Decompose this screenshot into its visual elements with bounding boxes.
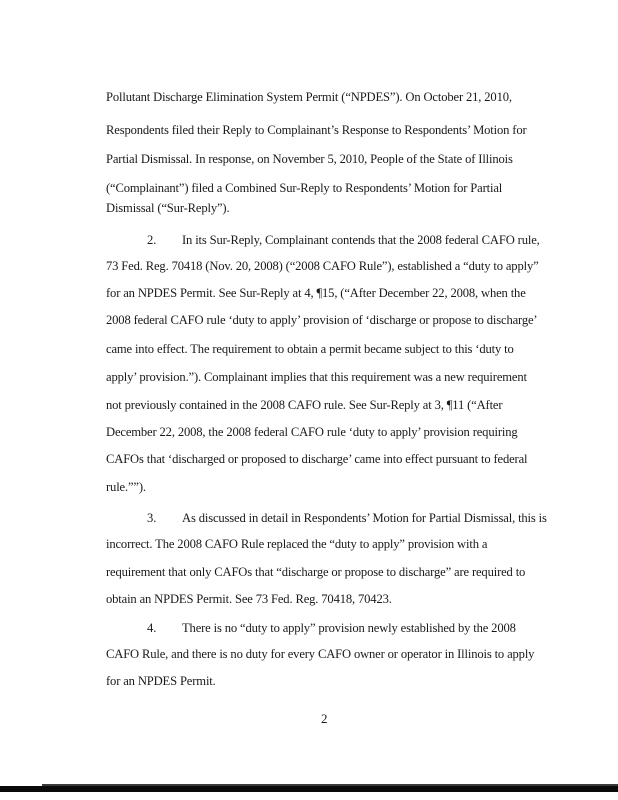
text-line: requirement that only CAFOs that “discharge or propose to discharge” are required to [106,565,526,579]
text-line: for an NPDES Permit. [106,674,216,688]
text-line: incorrect. The 2008 CAFO Rule replaced the “duty to apply” provision with a [106,537,488,551]
paragraph-number: 3. [147,511,157,525]
text-line: (“Complainant”) filed a Combined Sur-Reply to Respondents’ Motion for Partial [106,181,503,195]
text-line: Dismissal (“Sur-Reply”). [106,201,230,215]
text-line: apply’ provision.”). Complainant implies that this requirement was a new requirement [106,370,527,384]
text-line: December 22, 2008, the 2008 federal CAFO rule ‘duty to apply’ provision requiring [106,425,518,439]
paragraph-number: 2. [147,233,157,247]
text-line: rule.””). [106,480,146,494]
text-line: not previously contained in the 2008 CAFO rule. See Sur-Reply at 3, ¶11 (“After [106,398,503,412]
scan-edge-bar [0,786,618,792]
text-line: 73 Fed. Reg. 70418 (Nov. 20, 2008) (“2008 CAFO Rule”), established a “duty to apply” [106,259,539,273]
paragraph-first-line: In its Sur-Reply, Complainant contends that the 2008 federal CAFO rule, [182,233,540,247]
text-line: came into effect. The requirement to obtain a permit became subject to this ‘duty to [106,342,514,356]
text-line: CAFO Rule, and there is no duty for every CAFO owner or operator in Illinois to apply [106,647,535,661]
text-line: Respondents filed their Reply to Complainant’s Response to Respondents’ Motion for [106,123,527,137]
paragraph-first-line: As discussed in detail in Respondents’ Motion for Partial Dismissal, this is [182,511,547,525]
text-line: CAFOs that ‘discharged or proposed to discharge’ came into effect pursuant to federal [106,452,528,466]
paragraph-first-line: There is no “duty to apply” provision newly established by the 2008 [182,621,516,635]
text-line: Partial Dismissal. In response, on November 5, 2010, People of the State of Illinois [106,152,513,166]
text-line: 2008 federal CAFO rule ‘duty to apply’ provision of ‘discharge or propose to discharge’ [106,313,538,327]
paragraph-number: 4. [147,621,157,635]
text-line: for an NPDES Permit. See Sur-Reply at 4, ¶15, (“After December 22, 2008, when the [106,286,526,300]
text-line: Pollutant Discharge Elimination System Permit (“NPDES”). On October 21, 2010, [106,90,512,104]
page-number: 2 [321,711,328,726]
text-line: obtain an NPDES Permit. See 73 Fed. Reg. 70418, 70423. [106,592,392,606]
